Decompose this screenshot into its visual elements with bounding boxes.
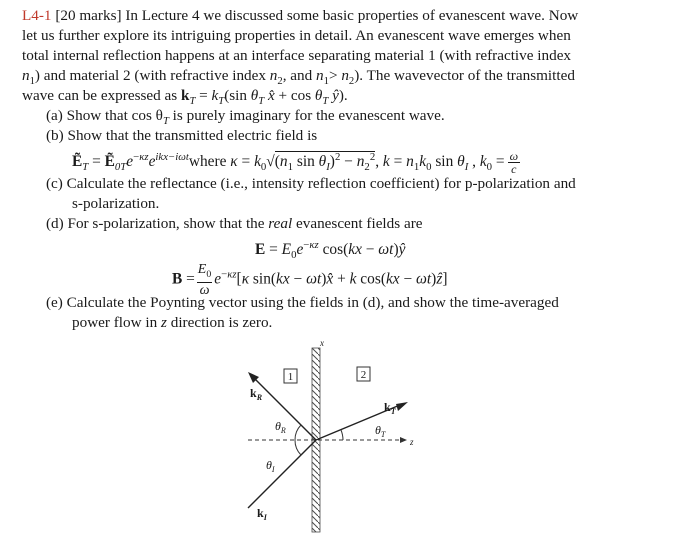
material-2-label: 2 (360, 369, 367, 381)
part-d: (d) For s-polarization, show that the real evanescent fields are (46, 215, 423, 232)
wavevector-equation: $k_T = k_T(\sin$ $\theta_T$ x̂ + $\cos \theta_T$ ŷ). (180, 87, 348, 108)
theta-r-arc (295, 425, 301, 440)
evanescent-b-field-equation: B = $\frac{E_0}{\omega}$ $e^{-\kappa z}[\kappa$ sin(kx − ωt)x̂ + k cos(kx − ωt)ẑ] (172, 262, 448, 298)
part-c-line-2: s-polarization. (72, 195, 160, 212)
theta-i-label: $\theta_I$ (266, 458, 275, 474)
part-e-line-2: power flow in z direction is zero. (72, 314, 273, 331)
part-e-line-1: (e) Calculate the Poynting vector using the fields in (d), and show the time-averaged (46, 294, 559, 311)
theta-i-arc (295, 440, 301, 455)
theta-r-label: $\theta_R$ (275, 419, 286, 435)
incident-ray (248, 440, 316, 508)
material-1-label: 1 (287, 371, 294, 383)
problem-line-5: wave can be expressed as $k_T = k_T(\sin$ $\theta_T$ x̂ + $\cos \theta_T$ ŷ). (22, 87, 348, 108)
part-b: (b) Show that the transmitted electric field is (46, 127, 318, 144)
k-incident-label: $k_I$ (257, 506, 267, 522)
part-c-line-1: (c) Calculate the reflectance (i.e., intensity reflection coefficient) for p-polarization and (46, 175, 576, 192)
problem-line-3: total internal reflection happens at an interface separating material 1 (with refractive index (22, 47, 572, 64)
k-transmitted-label: $k_T$ (384, 400, 396, 416)
problem-line-1: L4-1 [20 marks] In Lecture 4 we discussed some basic properties of evanescent wave. Now (22, 7, 579, 24)
x-axis-label: x (320, 338, 324, 348)
part-a: (a) Show that $\cos \theta_T$ is purely imaginary for the evanescent wave. (46, 107, 445, 128)
transmitted-field-equation: Ẽ$_T$ = $Ẽ_{0T}e^{-\kappa z}e^{ikx-i\omega t}where$ $\kappa = k_0√(n_1$ $\sin \theta_I)^2 - n_2^2$, $k = n_1k_0$ $\sin \theta_I$ , $k_0$ = $\frac{\omega}{c}$ (72, 149, 519, 177)
transmitted-arrowhead (396, 402, 408, 411)
theta-t-arc (341, 430, 343, 440)
theta-t-label: $\theta_T$ (375, 423, 386, 439)
problem-line-4: $n_1$) and material 2 (with refractive index $n_2$, and $n_1> n_2$). The wavevector of the transmitted (22, 67, 575, 88)
k-reflected-label: $k_R$ (250, 386, 263, 402)
problem-line-2: let us further explore its intriguing properties in detail. An evanescent wave emerges when (22, 27, 571, 44)
normal-axis-arrowhead (400, 437, 407, 443)
problem-number: L4-1 (22, 7, 52, 24)
evanescent-e-field-equation: $E = E_0e^{-\kappa z}$ cos(kx − ωt)ŷ (255, 239, 406, 262)
z-axis-label: z (410, 437, 414, 447)
